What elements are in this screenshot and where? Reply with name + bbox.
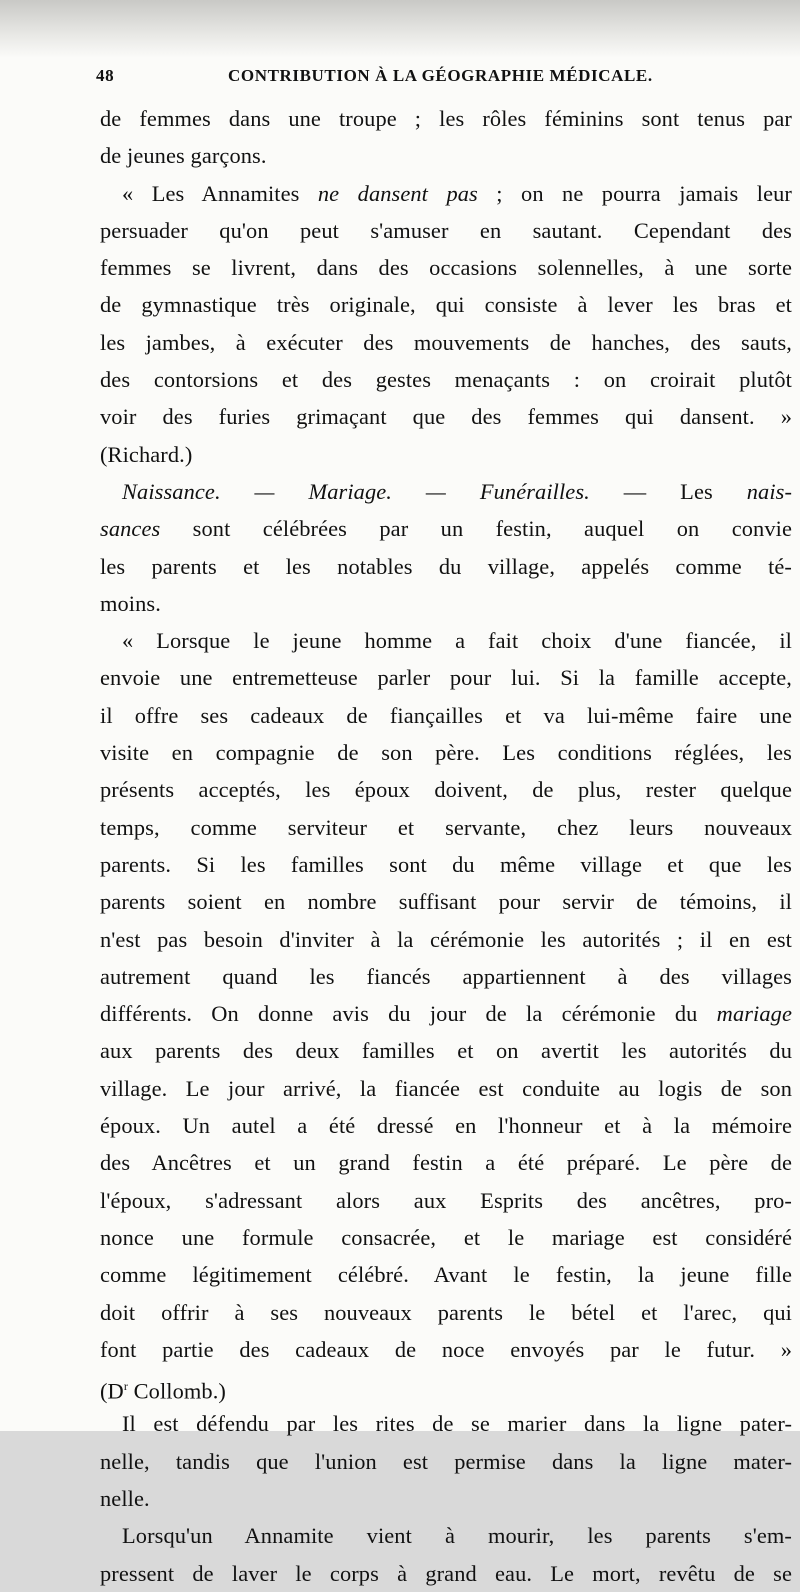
text-line: il offre ses cadeaux de fiançailles et va lui-même faire une	[100, 702, 792, 728]
text-line: ($D^r$ Collomb.)	[100, 1378, 226, 1404]
text-line: nelle.	[100, 1485, 150, 1511]
text-line: de jeunes garçons.	[100, 143, 267, 169]
text-line: de femmes dans une troupe ; les rôles féminins sont tenus par	[100, 106, 792, 131]
body-text	[100, 100, 792, 1592]
text-line: l'époux, s'adressant alors aux Esprits des ancêtres, pro-	[100, 1187, 792, 1213]
text-line: « Lorsque le jeune homme a fait choix d'une fiancée, il	[122, 628, 792, 654]
text-line: des Ancêtres et un grand festin a été préparé. Le père de	[100, 1150, 792, 1176]
text-line: Lorsqu'un Annamite vient à mourir, les parents s'em-	[122, 1523, 792, 1549]
text-line: moins.	[100, 590, 161, 616]
text-line: pressent de laver le corps à grand eau. Le mort, revêtu de se	[100, 1560, 792, 1586]
text-line: Naissance. — Mariage. — Funérailles. — Les nais-	[122, 478, 793, 504]
text-line: époux. Un autel a été dressé en l'honneur et à la mémoire	[100, 1113, 792, 1139]
text-line: parents. Si les familles sont du même village et que les	[100, 851, 792, 877]
text-line: n'est pas besoin d'inviter à la cérémonie les autorités ; il en est	[100, 926, 792, 952]
text-line: nonce une formule consacrée, et le mariage est considéré	[100, 1224, 792, 1250]
text-line: les jambes, à exécuter des mouvements de hanches, des sauts,	[100, 329, 792, 355]
text-line: de gymnastique très originale, qui consiste à lever les bras et	[100, 292, 792, 318]
text-line: présents acceptés, les époux doivent, de plus, rester quelque	[100, 777, 792, 803]
text-line: sances sont célébrées par un festin, auquel on convie	[100, 516, 792, 542]
text-line: différents. On donne avis du jour de la cérémonie du mariage	[100, 1001, 792, 1027]
text-line: (Richard.)	[100, 441, 193, 467]
scan-edge-shadow	[0, 0, 800, 58]
text-line: temps, comme serviteur et servante, chez leurs nouveaux	[100, 814, 792, 840]
text-line: village. Le jour arrivé, la fiancée est conduite au logis de son	[100, 1075, 792, 1101]
text-line: voir des furies grimaçant que des femmes qui dansent. »	[100, 404, 792, 430]
text-line: les parents et les notables du village, appelés comme té-	[100, 553, 792, 579]
text-line: des contorsions et des gestes menaçants : on croirait plutôt	[100, 367, 792, 393]
text-line: parents soient en nombre suffisant pour servir de témoins, il	[100, 889, 792, 915]
text-line: aux parents des deux familles et on avertit les autorités du	[100, 1038, 792, 1064]
text-line: font partie des cadeaux de noce envoyés par le futur. »	[100, 1336, 792, 1362]
text-line: persuader qu'on peut s'amuser en sautant. Cependant des	[100, 217, 792, 243]
text-line: envoie une entremetteuse parler pour lui. Si la famille accepte,	[100, 665, 792, 691]
text-line: « Les Annamites ne dansent pas ; on ne pourra jamais leur	[122, 180, 792, 206]
text-line: nelle, tandis que l'union est permise dans la ligne mater-	[100, 1448, 792, 1474]
running-title: CONTRIBUTION À LA GÉOGRAPHIE MÉDICALE.	[228, 66, 653, 85]
page-header	[96, 62, 786, 92]
text-line: autrement quand les fiancés appartiennent à des villages	[100, 963, 792, 989]
text-line: femmes se livrent, dans des occasions solennelles, à une sorte	[100, 255, 792, 281]
text-line: comme légitimement célébré. Avant le festin, la jeune fille	[100, 1262, 792, 1288]
page-number: 48	[96, 66, 115, 85]
text-line: visite en compagnie de son père. Les conditions réglées, les	[100, 740, 792, 766]
text-line: doit offrir à ses nouveaux parents le bétel et l'arec, qui	[100, 1299, 792, 1325]
text-line: Il est défendu par les rites de se marier dans la ligne pater-	[122, 1411, 792, 1437]
